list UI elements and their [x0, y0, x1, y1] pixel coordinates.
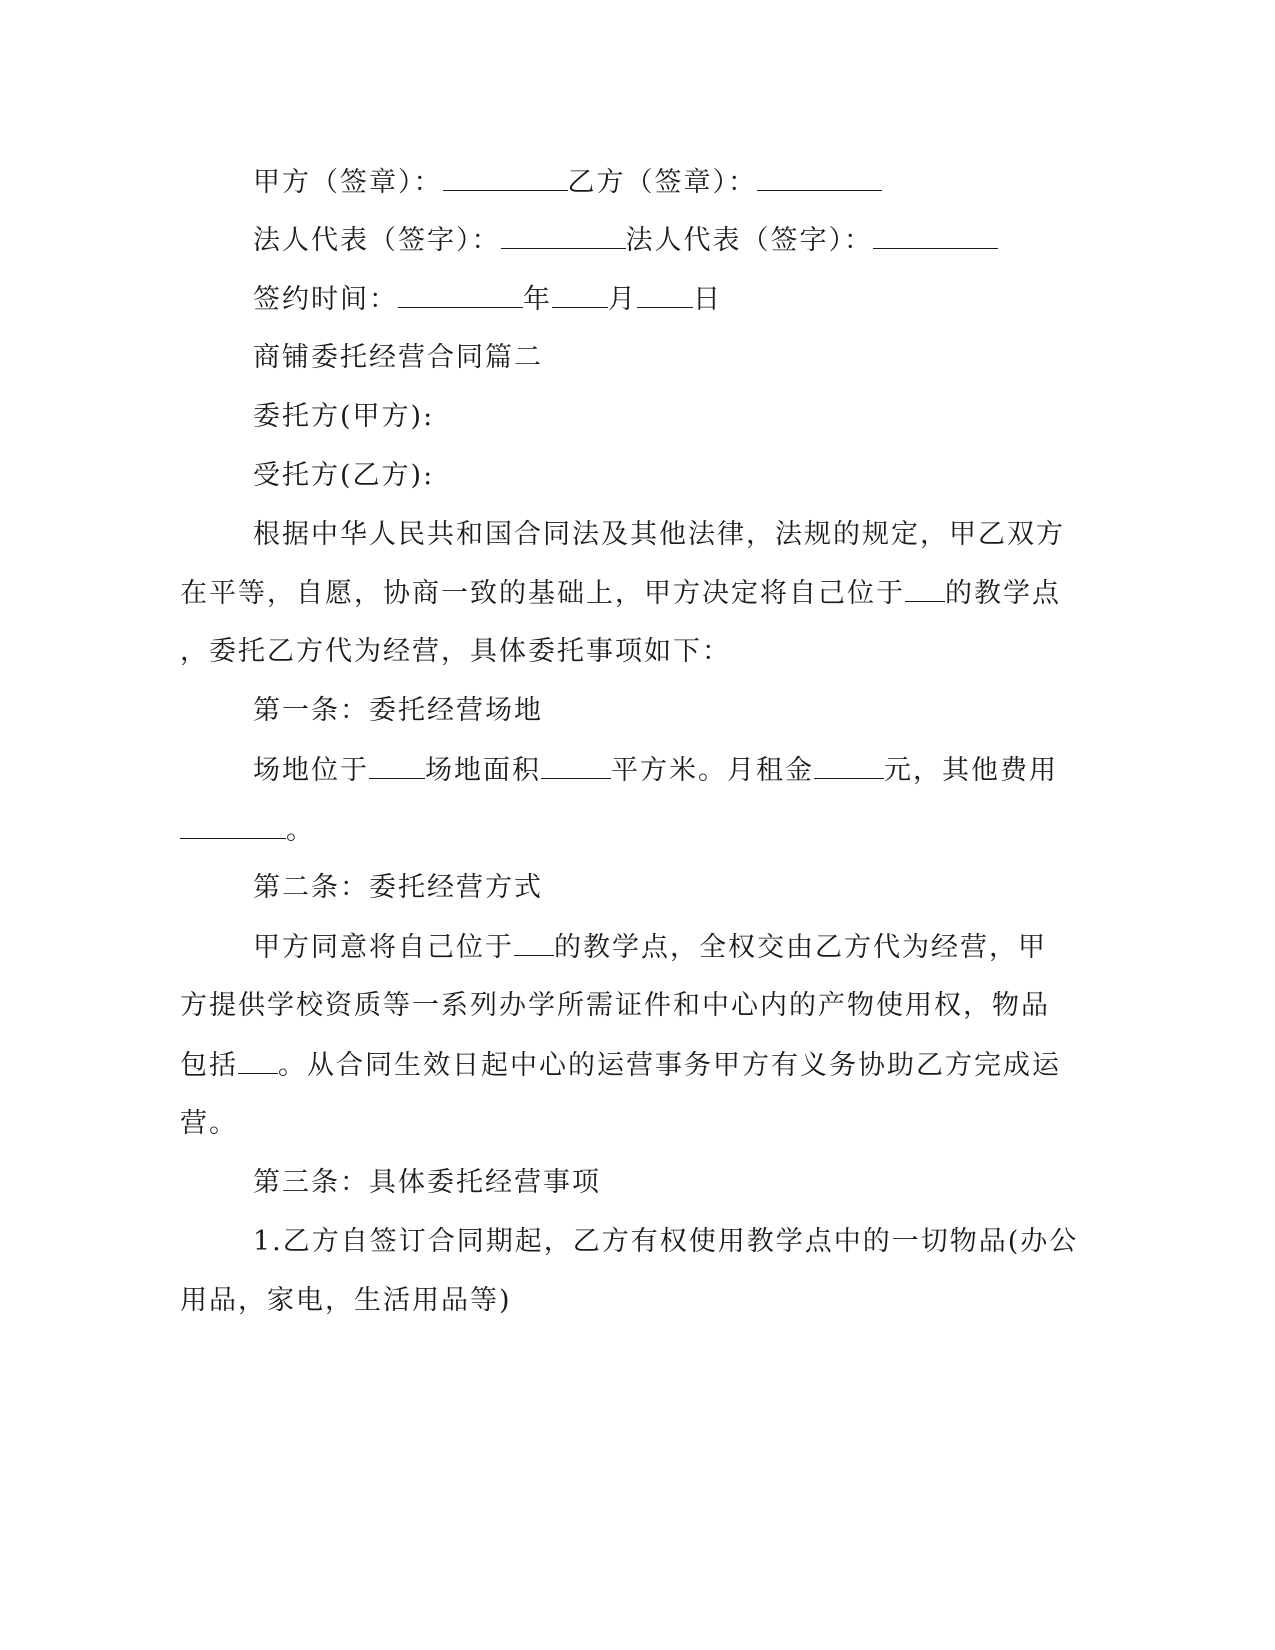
art1-other-label: 元，其他费用 — [884, 755, 1058, 786]
art2-l1-a: 甲方同意将自己位于 — [253, 932, 514, 963]
location-blank — [905, 573, 945, 602]
party-a-seal-blank — [443, 162, 568, 191]
area-blank — [541, 750, 611, 779]
month-label: 月 — [608, 284, 637, 315]
party-b-rep-label: 法人代表（签字）： — [625, 225, 873, 256]
intro-line-1: 根据中华人民共和国合同法及其他法律，法规的规定，甲乙双方 — [253, 519, 1065, 550]
rent-blank — [814, 750, 884, 779]
article-3-title: 第三条：具体委托经营事项 — [253, 1167, 601, 1198]
intro-line-2-a: 在平等，自愿，协商一致的基础上，甲方决定将自己位于 — [180, 578, 905, 609]
art2-l3-b: 。从合同生效日起中心的运营事务甲方有义务协助乙方完成运 — [278, 1050, 1061, 1081]
art2-l3-a: 包括 — [180, 1050, 238, 1081]
article-2-line-3 — [180, 1045, 1061, 1086]
party-a-rep-label: 法人代表（签字）： — [253, 225, 501, 256]
contract-title: 商铺委托经营合同篇二 — [253, 342, 543, 373]
day-label: 日 — [693, 284, 722, 315]
party-b-seal-label: 乙方（签章）： — [567, 167, 757, 198]
month-blank — [552, 279, 608, 308]
party-a-seal-line — [253, 162, 882, 203]
year-blank — [398, 279, 523, 308]
article-1-line-2 — [180, 810, 315, 851]
items-blank — [238, 1045, 278, 1074]
sign-time-line — [253, 279, 722, 320]
article-1-line-1 — [253, 750, 1058, 791]
art1-rent-label: 平方米。月租金 — [611, 755, 814, 786]
other-fees-blank — [180, 810, 286, 839]
article-2-line-2: 方提供学校资质等一系列办学所需证件和中心内的产物使用权，物品 — [180, 990, 1050, 1021]
art1-site-label: 场地位于 — [253, 755, 369, 786]
article-2-line-1 — [253, 927, 1047, 968]
teaching-point-blank — [514, 927, 554, 956]
party-a-seal-label: 甲方（签章）： — [253, 167, 443, 198]
intro-line-3: ，委托乙方代为经营，具体委托事项如下： — [180, 636, 731, 667]
year-label: 年 — [523, 284, 552, 315]
article-3-item-1-line-2: 用品，家电，生活用品等) — [180, 1285, 512, 1316]
article-2-line-4: 营。 — [180, 1108, 238, 1139]
party-b-rep-blank — [873, 220, 998, 249]
intro-line-2 — [180, 573, 1061, 614]
sign-time-label: 签约时间： — [253, 284, 398, 315]
party-b-seal-blank — [757, 162, 882, 191]
day-blank — [637, 279, 693, 308]
intro-line-2-b: 的教学点 — [945, 578, 1061, 609]
article-1-title: 第一条：委托经营场地 — [253, 695, 543, 726]
art2-l1-b: 的教学点，全权交由乙方代为经营，甲 — [554, 932, 1047, 963]
legal-rep-line — [253, 220, 998, 261]
article-3-item-1-line-1: 1.乙方自签订合同期起，乙方有权使用教学点中的一切物品(办公 — [253, 1226, 1079, 1257]
client-party: 委托方(甲方): — [253, 401, 435, 432]
agent-party: 受托方(乙方): — [253, 460, 435, 491]
site-location-blank — [369, 750, 425, 779]
art1-area-label: 场地面积 — [425, 755, 541, 786]
art1-end: 。 — [286, 815, 315, 846]
party-a-rep-blank — [501, 220, 626, 249]
article-2-title: 第二条：委托经营方式 — [253, 872, 543, 903]
